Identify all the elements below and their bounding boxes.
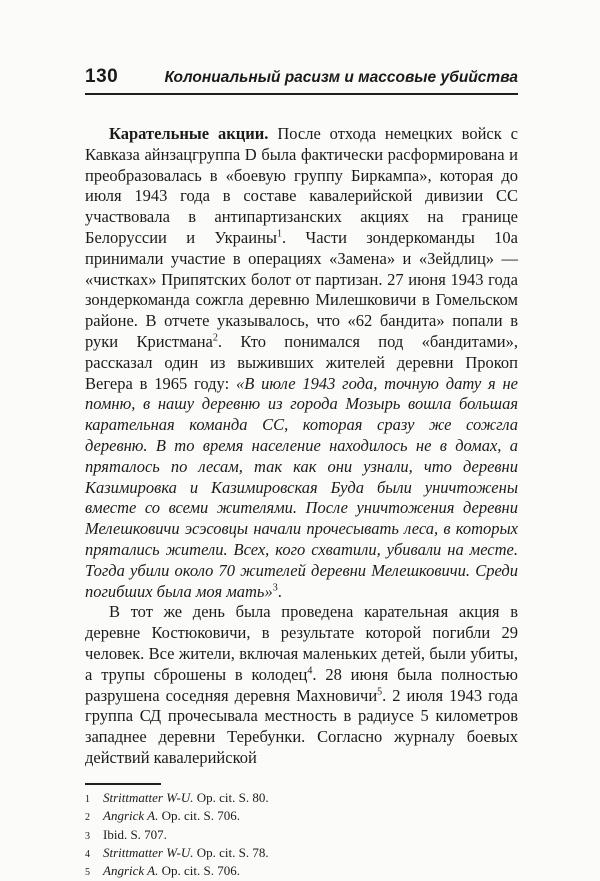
- text-segment: Op. cit. S. 78.: [193, 844, 269, 860]
- footnote-text: [103, 862, 518, 880]
- text-segment: Карательные акции.: [109, 124, 278, 143]
- text-segment: . 2 июля 1943 года группа СД прочесывала местность в радиусе 5 километров западнее деревни Теребунки. Согласно журналу боевых действий кавалерийской: [85, 685, 518, 767]
- footnote-reference: 1: [277, 228, 282, 240]
- text-segment: Strittmatter W-U.: [103, 789, 194, 805]
- footnote-separator: [85, 783, 161, 785]
- text-segment: «В июле 1943 года, точную дату я не помню, в нашу деревню из города Мозырь вошла большая карательная команда СС, которая сразу же сожгла деревню. В то время население находилось не в домах, а пряталось по лесам, так как они узнали, что деревни Казимировка и Казимировская Буда были уничтожены вместе со всеми жителями. После уничтожения деревни Мелешковичи эсэсовцы начали прочесывать леса, в которых прятались жители. Всех, кого схватили, убивали на месте. Тогда убили около 70 жителей деревни Мелешковичи. Среди погибших была моя мать»: [85, 373, 518, 601]
- footnote-reference: 5: [377, 686, 383, 698]
- text-segment: . Части зондеркоманды 10а принимали участие в операциях «Замена» и «Зейдлиц» — «чистках» Припятских болот от партизан. 27 июня 1943 года зондеркоманда сожгла деревню Милешковичи в Гомельском районе. В отчете указывалось, что «62 бандита» попали в руки Кристмана: [85, 227, 518, 351]
- text-segment: Op. cit. S. 706.: [158, 808, 240, 824]
- footnote: 4 Strittmatter W-U. Op. cit. S. 78.: [85, 844, 518, 862]
- running-header: [85, 66, 518, 95]
- page-number: 130: [85, 66, 119, 87]
- footnote-text: [103, 826, 518, 844]
- footnote: 5 Angrick A. Op. cit. S. 706.: [85, 862, 518, 880]
- footnote-text: [103, 844, 518, 862]
- footnote: 3 Ibid. S. 707.: [85, 826, 518, 844]
- paragraph: [85, 124, 518, 602]
- footnotes-section: [85, 783, 518, 881]
- text-segment: Angrick A.: [103, 808, 159, 824]
- footnote-reference: 4: [307, 665, 313, 677]
- text-segment: . 28 июня была полностью разрушена соседняя деревня Махновичи: [85, 664, 519, 705]
- footnote-text: [103, 789, 518, 807]
- text-segment: Op. cit. S. 80.: [193, 789, 269, 805]
- text-segment: .: [277, 581, 282, 601]
- footnote-reference: 2: [212, 332, 218, 344]
- footnote-text: [103, 807, 518, 825]
- text-segment: Ibid. S. 707.: [103, 826, 167, 842]
- text-segment: Op. cit. S. 706.: [158, 863, 240, 879]
- body-paragraphs: [85, 124, 518, 769]
- running-title: Колониальный расизм и массовые убийства: [164, 69, 518, 86]
- footnote-reference: 3: [272, 582, 278, 594]
- footnote: 1 Strittmatter W-U. Op. cit. S. 80.: [85, 789, 518, 807]
- text-segment: В тот же день была проведена карательная акция в деревне Костюковичи, в результате которой погибли 29 человек. Все жители, включая маленьких детей, были убиты, а трупы сброшены в колодец: [85, 602, 518, 684]
- paragraph: [85, 602, 518, 768]
- text-segment: После отхода немецких войск с Кавказа айнзацгруппа D была фактически расформирована и преобразовалась в «боевую группу Биркампа», которая до июля 1943 года в составе кавалерийской дивизии СС участвовала в антипартизанских акциях на границе Белоруссии и Украины: [85, 124, 518, 247]
- footnote: 2 Angrick A. Op. cit. S. 706.: [85, 807, 518, 825]
- text-segment: Strittmatter W-U.: [103, 844, 194, 860]
- footnote-list: [85, 789, 518, 881]
- text-segment: . Кто понимался под «бандитами», рассказал один из выживших жителей деревни Прокоп Вегера в 1965 году:: [85, 331, 518, 393]
- text-segment: Angrick A.: [103, 863, 159, 879]
